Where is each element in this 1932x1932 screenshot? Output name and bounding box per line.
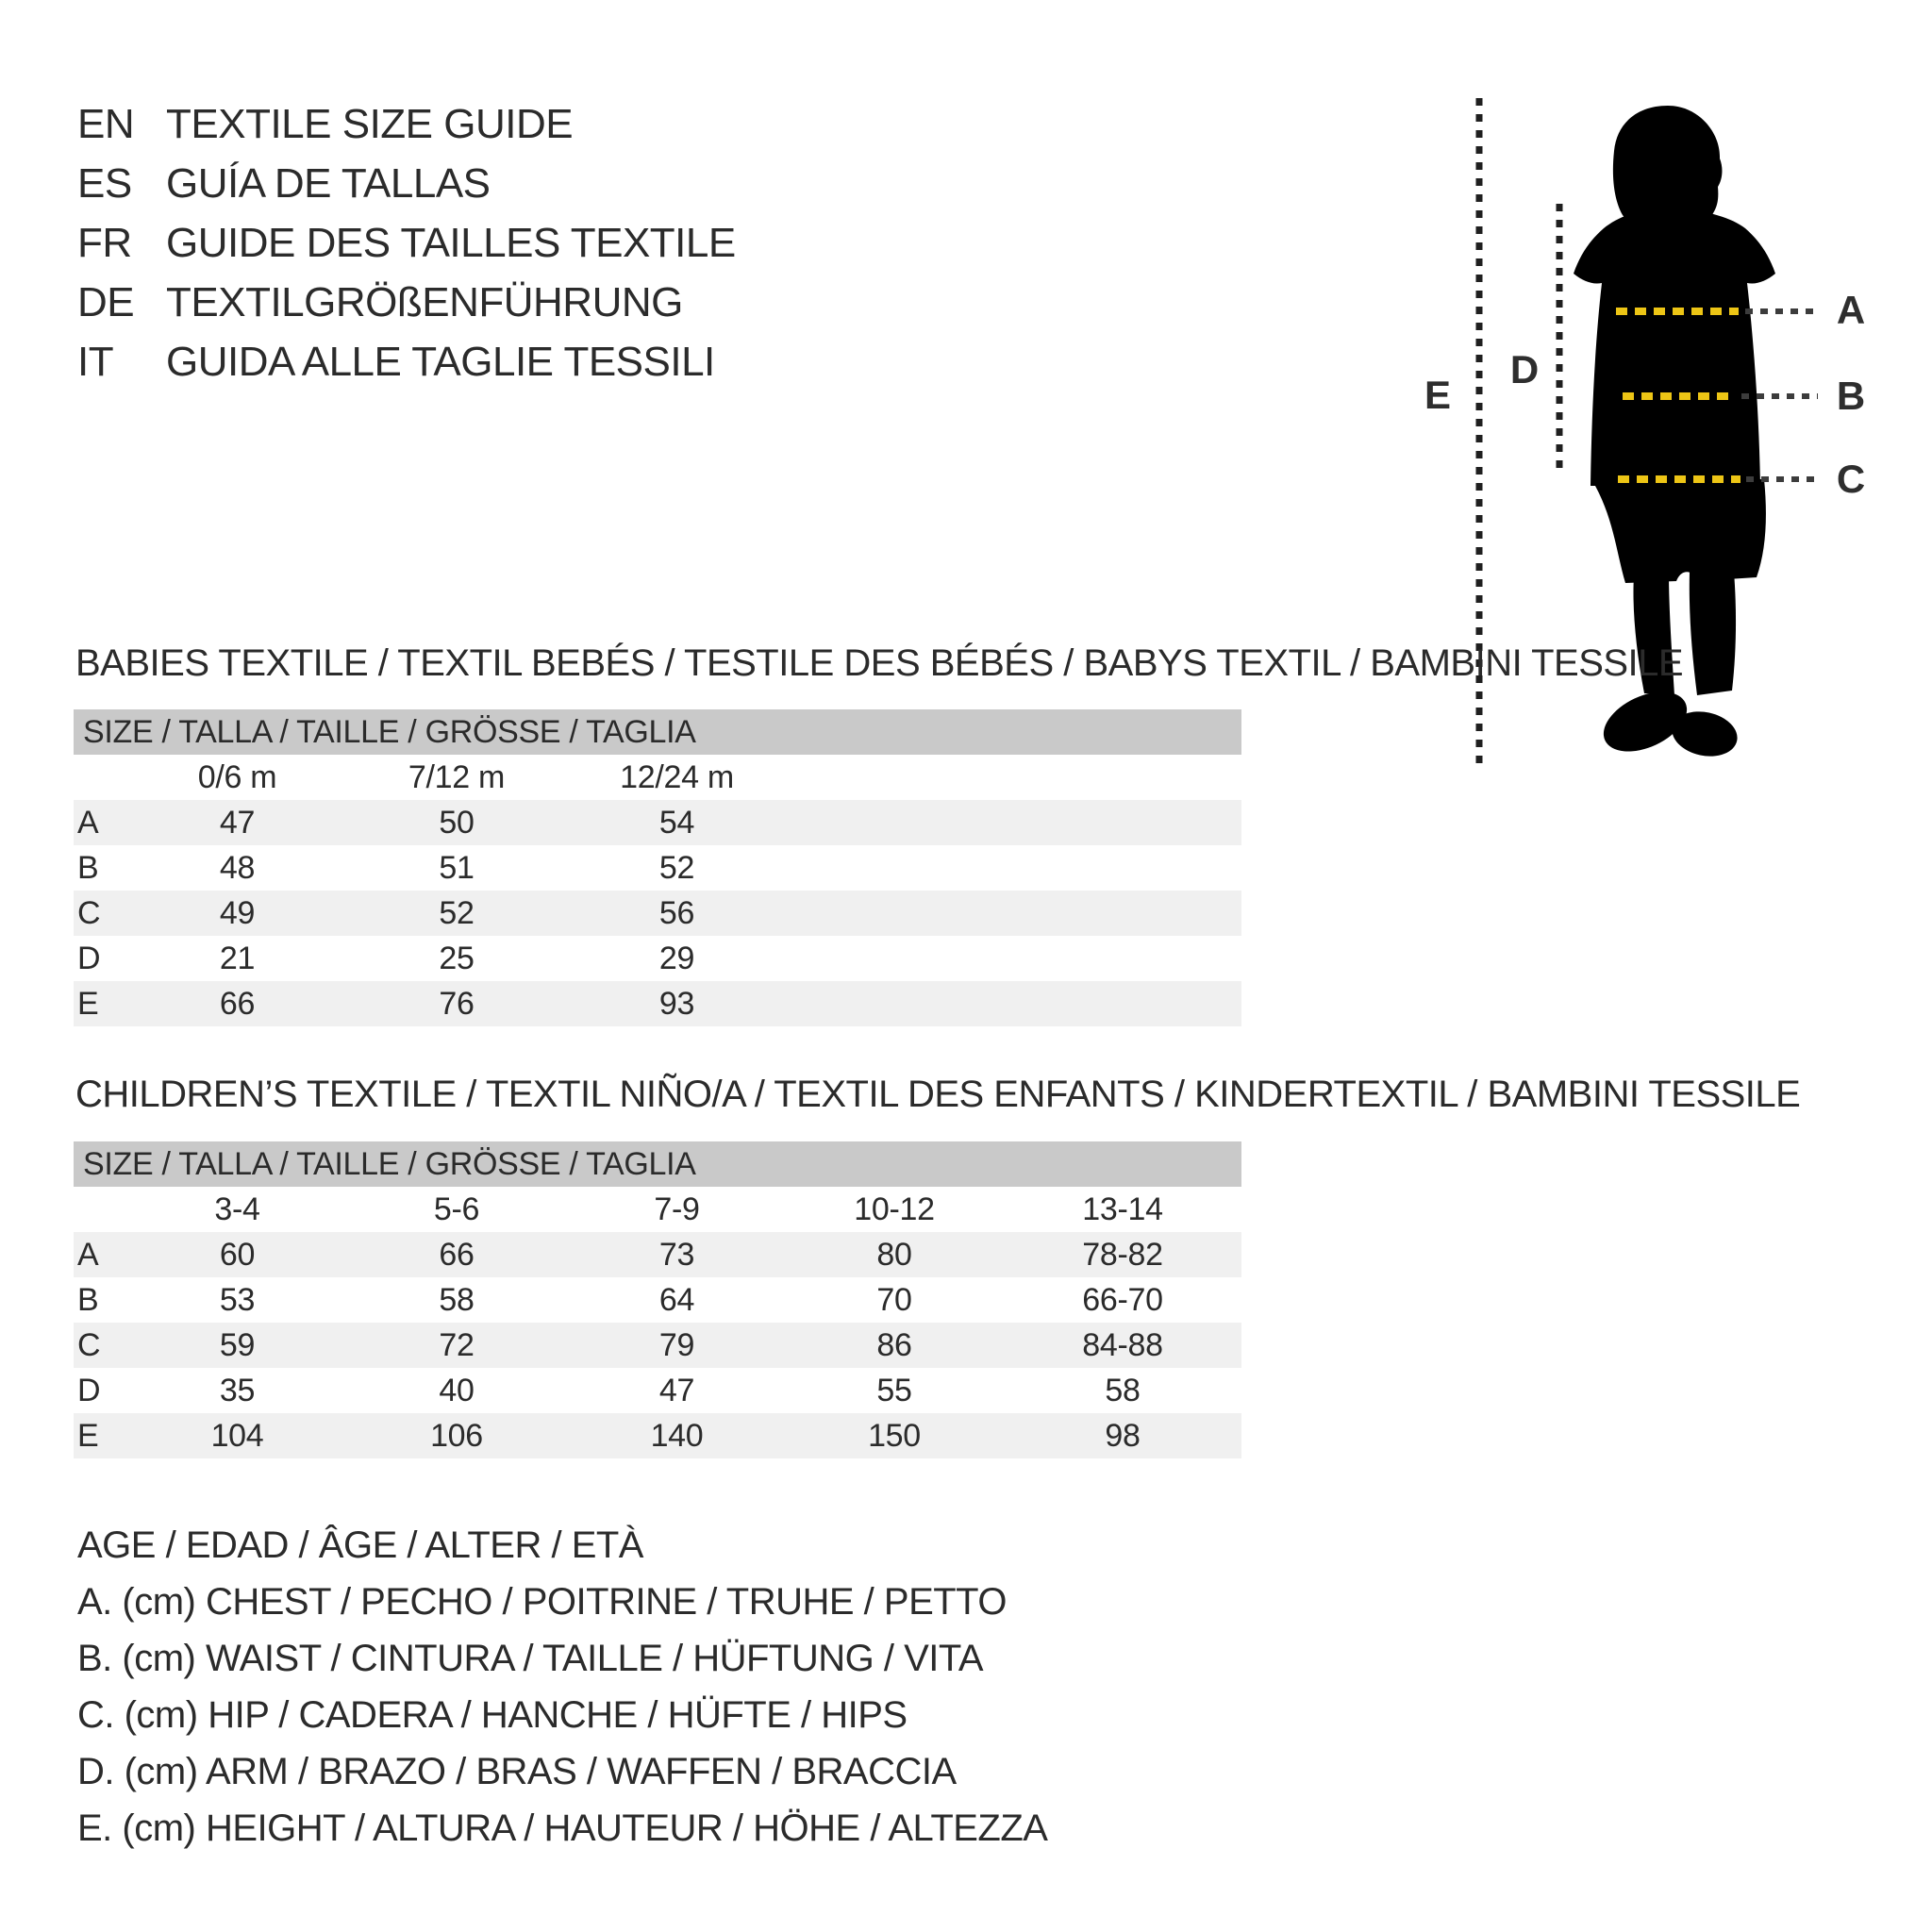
- size-cell: 47: [219, 804, 256, 841]
- table-row: [74, 1323, 1241, 1368]
- table-row: [74, 1413, 1241, 1458]
- size-cell: 58: [1105, 1372, 1141, 1408]
- size-cell: 78-82: [1082, 1236, 1163, 1273]
- table-row: [74, 845, 1241, 891]
- size-cell: 106: [430, 1417, 483, 1454]
- size-cell: 86: [876, 1326, 912, 1363]
- column-header: 0/6 m: [197, 758, 277, 795]
- table-row: [74, 981, 1241, 1026]
- language-code: DE: [77, 279, 135, 325]
- size-cell: 79: [658, 1326, 695, 1363]
- size-cell: 66-70: [1082, 1281, 1163, 1318]
- size-cell: 25: [439, 940, 475, 976]
- measure-label-c: C: [1836, 457, 1866, 501]
- measurement-legend: [77, 1517, 1047, 1857]
- table-row: [74, 800, 1241, 845]
- size-cell: 104: [210, 1417, 264, 1454]
- column-header: 13-14: [1082, 1191, 1163, 1227]
- size-cell: 21: [219, 940, 256, 976]
- size-cell: 76: [439, 985, 475, 1022]
- size-cell: 29: [658, 940, 695, 976]
- size-cell: 53: [219, 1281, 256, 1318]
- language-header: [77, 94, 736, 391]
- size-cell: 72: [439, 1326, 475, 1363]
- size-cell: 52: [658, 849, 695, 886]
- size-cell: 50: [439, 804, 475, 841]
- size-cell: 73: [658, 1236, 695, 1273]
- column-header: 7-9: [654, 1191, 700, 1227]
- row-label: A: [77, 804, 99, 841]
- legend-line-chest: A. (cm) CHEST / PECHO / POITRINE / TRUHE / PETTO: [77, 1581, 1008, 1623]
- row-label: B: [77, 1281, 99, 1318]
- measure-label-b: B: [1836, 374, 1866, 418]
- language-title: GUIDA ALLE TAGLIE TESSILI: [166, 339, 715, 385]
- babies-size-header-bar: SIZE / TALLA / TAILLE / GRÖSSE / TAGLIA: [74, 709, 1241, 755]
- language-code: IT: [77, 339, 114, 385]
- row-label: D: [77, 1372, 101, 1408]
- legend-line-waist: B. (cm) WAIST / CINTURA / TAILLE / HÜFTUNG / VITA: [77, 1638, 984, 1679]
- language-title: TEXTILE SIZE GUIDE: [166, 101, 574, 147]
- table-row: [74, 936, 1241, 981]
- row-label: C: [77, 894, 101, 931]
- legend-line-age: AGE / EDAD / ÂGE / ALTER / ETÀ: [77, 1524, 643, 1566]
- children-size-table: [74, 1187, 1241, 1458]
- table-row: [74, 1232, 1241, 1277]
- size-cell: 80: [876, 1236, 912, 1273]
- size-cell: 55: [876, 1372, 912, 1408]
- size-cell: 40: [439, 1372, 475, 1408]
- row-label: E: [77, 985, 99, 1022]
- language-title: GUÍA DE TALLAS: [166, 160, 491, 207]
- measure-label-d: D: [1509, 347, 1540, 391]
- column-header: 5-6: [433, 1191, 480, 1227]
- size-cell: 64: [658, 1281, 695, 1318]
- language-code: EN: [77, 101, 135, 147]
- language-row: [77, 213, 736, 273]
- size-cell: 54: [658, 804, 695, 841]
- children-section-title: CHILDREN’S TEXTILE / TEXTIL NIÑO/A / TEXTIL DES ENFANTS / KINDERTEXTIL / BAMBINI TESSILE: [75, 1074, 1801, 1115]
- language-row: [77, 154, 736, 213]
- measure-label-e: E: [1424, 373, 1452, 417]
- language-title: GUIDE DES TAILLES TEXTILE: [166, 220, 736, 266]
- measure-label-a: A: [1836, 288, 1866, 332]
- size-cell: 47: [658, 1372, 695, 1408]
- column-header-row: [74, 755, 1241, 800]
- size-cell: 58: [439, 1281, 475, 1318]
- column-header: 10-12: [854, 1191, 935, 1227]
- size-cell: 140: [650, 1417, 704, 1454]
- children-size-header-bar: SIZE / TALLA / TAILLE / GRÖSSE / TAGLIA: [74, 1141, 1241, 1187]
- size-cell: 35: [219, 1372, 256, 1408]
- column-header-row: [74, 1187, 1241, 1232]
- language-title: TEXTILGRÖßENFÜHRUNG: [166, 279, 683, 325]
- language-row: [77, 94, 736, 154]
- language-row: [77, 273, 736, 332]
- legend-line-hip: C. (cm) HIP / CADERA / HANCHE / HÜFTE / HIPS: [77, 1694, 908, 1736]
- size-cell: 66: [219, 985, 256, 1022]
- row-label: E: [77, 1417, 99, 1454]
- table-row: [74, 1368, 1241, 1413]
- size-cell: 60: [219, 1236, 256, 1273]
- babies-size-table: [74, 755, 1241, 1026]
- column-header: 7/12 m: [408, 758, 506, 795]
- row-label: A: [77, 1236, 99, 1273]
- legend-line-arm: D. (cm) ARM / BRAZO / BRAS / WAFFEN / BRACCIA: [77, 1751, 957, 1792]
- size-cell: 98: [1105, 1417, 1141, 1454]
- table-row: [74, 891, 1241, 936]
- babies-section-title: BABIES TEXTILE / TEXTIL BEBÉS / TESTILE DES BÉBÉS / BABYS TEXTIL / BAMBINI TESSILE: [75, 642, 1684, 684]
- size-cell: 56: [658, 894, 695, 931]
- size-cell: 52: [439, 894, 475, 931]
- row-label: C: [77, 1326, 101, 1363]
- size-cell: 93: [658, 985, 695, 1022]
- legend-line-height: E. (cm) HEIGHT / ALTURA / HAUTEUR / HÖHE / ALTEZZA: [77, 1807, 1048, 1849]
- column-header: 12/24 m: [620, 758, 734, 795]
- size-cell: 49: [219, 894, 256, 931]
- size-cell: 84-88: [1082, 1326, 1163, 1363]
- language-code: FR: [77, 220, 132, 266]
- size-cell: 150: [868, 1417, 921, 1454]
- language-code: ES: [77, 160, 132, 207]
- size-cell: 66: [439, 1236, 475, 1273]
- row-label: B: [77, 849, 99, 886]
- size-cell: 59: [219, 1326, 256, 1363]
- language-row: [77, 332, 736, 391]
- table-row: [74, 1277, 1241, 1323]
- column-header: 3-4: [214, 1191, 260, 1227]
- row-label: D: [77, 940, 101, 976]
- size-cell: 51: [439, 849, 475, 886]
- size-cell: 70: [876, 1281, 912, 1318]
- size-cell: 48: [219, 849, 256, 886]
